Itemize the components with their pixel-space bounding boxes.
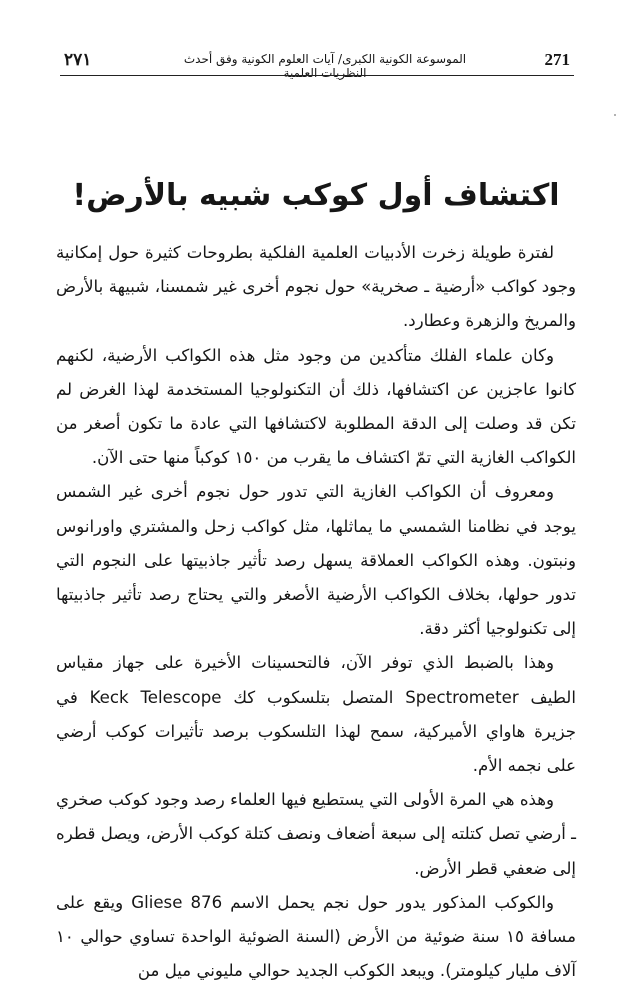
article-title: اكتشاف أول كوكب شبيه بالأرض! [72,178,560,213]
scan-speck [614,114,616,116]
paragraph: وهذه هي المرة الأولى التي يستطيع فيها العلماء رصد وجود كوكب صخري ـ أرضي تصل كتلته إلى سبعة أضعاف ونصف كتلة كوكب الأرض، ويصل قطره إلى ضعفي قطر الأرض. [56,790,576,878]
page-number-latin: 271 [544,50,570,69]
page-number-arabic: ٢٧١ [64,50,92,70]
paragraph: لفترة طويلة زخرت الأدبيات العلمية الفلكية بطروحات كثيرة حول إمكانية وجود كواكب «أرضية ـ صخرية» حول نجوم أخرى غير شمسنا، شبيهة بالأرض والمريخ والزهرة وعطارد. [56,243,576,331]
running-title: الموسوعة الكونية الكبرى/ آيات العلوم الكونية وفق أحدث النظريات العلمية [183,52,467,80]
paragraph: وكان علماء الفلك متأكدين من وجود مثل هذه الكواكب الأرضية، لكنهم كانوا عاجزين عن اكتشافها، ذلك أن التكنولوجيا المستخدمة لهذا الغرض لم تكن قد وصلت إلى الدقة المطلوبة لاكتشافها التي عادة ما تكون أصغر من الكواكب الغازية التي تمّ اكتشاف ما يقرب من ١٥٠ كوكباً منها حتى الآن. [56,345,576,468]
article-body [56,236,576,988]
running-header [60,46,572,80]
header-divider [60,75,574,76]
paragraph: ومعروف أن الكواكب الغازية التي تدور حول نجوم أخرى غير الشمس يوجد في نظامنا الشمسي ما يماثلها، مثل كواكب زحل والمشتري واورانوس ونبتون. وهذه الكواكب العملاقة يسهل رصد تأثير جاذبيتها على النجوم التي تدور حولها، بخلاف الكواكب الأرضية الأصغر والتي يحتاج رصد تأثير جاذبيتها إلى تكنولوجيا أكثر دقة. [56,482,576,639]
paragraph: وهذا بالضبط الذي توفر الآن، فالتحسينات الأخيرة على جهاز مقياس الطيف Spectrometer المتصل بتلسكوب كك Keck Telescope في جزيرة هاواي الأميركية، سمح لهذا التلسكوب برصد تأثيرات كوكب أرضي على نجمه الأم. [56,653,576,776]
paragraph: والكوكب المذكور يدور حول نجم يحمل الاسم Gliese 876 ويقع على مسافة ١٥ سنة ضوئية من الأرض (السنة الضوئية الواحدة تساوي حوالي ١٠ آلاف مليار كيلومتر). ويبعد الكوكب الجديد حوالي مليوني ميل من [56,892,576,981]
